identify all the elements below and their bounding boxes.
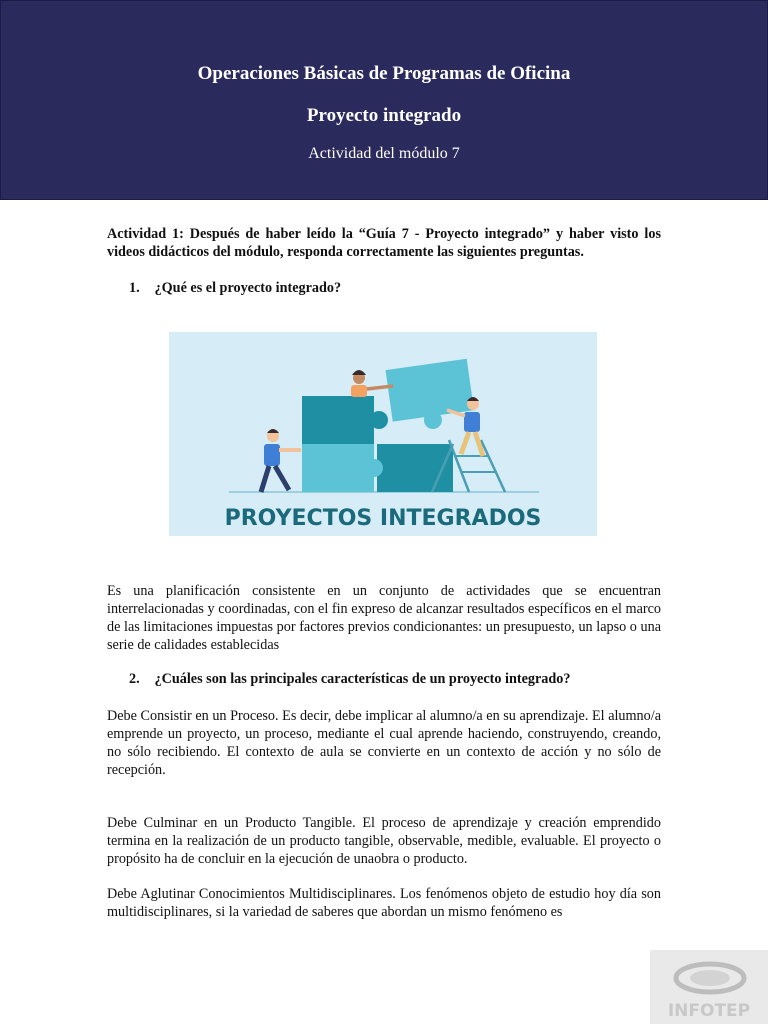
- activity-instructions: Actividad 1: Después de haber leído la “Guía 7 - Proyecto integrado” y haber visto los videos didácticos del módulo, responda correctamente las siguientes preguntas.: [107, 226, 661, 260]
- logo-text: INFOTEP: [667, 1001, 751, 1021]
- puzzle-illustration: [169, 332, 597, 536]
- question-text: ¿Cuáles son las principales características de un proyecto integrado?: [154, 671, 571, 687]
- infotep-logo-icon: [650, 950, 768, 1024]
- answer-1: Es una planificación consistente en un conjunto de actividades que se encuentran interrelacionadas y coordinadas, con el fin expreso de alcanzar resultados específicos en el marco de las limitaciones impuestas por factores previos condicionantes: un presupuesto, un lapso o una serie de calidades establecidas: [107, 583, 661, 653]
- question-text: ¿Qué es el proyecto integrado?: [154, 280, 342, 296]
- person-left: [261, 429, 301, 492]
- document-title: Operaciones Básicas de Programas de Oficina: [197, 63, 571, 84]
- puzzle-piece-top-left: [302, 396, 374, 444]
- puzzle-piece-floating: [386, 359, 476, 435]
- infotep-logo: [650, 950, 768, 1024]
- puzzle-piece-bottom-left: [302, 444, 374, 492]
- paragraph-multidisciplinar: Debe Aglutinar Conocimientos Multidisciplinares. Los fenómenos objeto de estudio hoy día son multidisciplinares, si la variedad de saberes que abordan un mismo fenómeno es: [107, 886, 661, 920]
- document-subtitle: Proyecto integrado: [306, 105, 462, 126]
- paragraph-proceso: Debe Consistir en un Proceso. Es decir, debe implicar al alumno/a en su aprendizaje. El alumno/a emprende un proyecto, un proceso, mediante el cual aprende haciendo, construyendo, creando, no sólo recibiendo. El contexto de aula se convierte en un contexto de acción y no sólo de recepción.: [107, 708, 661, 778]
- banner-title: PROYECTOS INTEGRADOS: [224, 506, 542, 531]
- proyectos-integrados-illustration: [169, 332, 597, 536]
- question-number: 2.: [129, 671, 140, 687]
- paragraph-producto: Debe Culminar en un Producto Tangible. El proceso de aprendizaje y creación emprendido termina en la realización de un producto tangible, observable, medible, evaluable. El proyecto o propósito ha de concluir en la ejecución de unaobra o producto.: [107, 815, 661, 867]
- question-2: [129, 671, 570, 688]
- activity-label: Actividad del módulo 7: [308, 145, 460, 162]
- document-header: [0, 0, 768, 200]
- question-number: 1.: [129, 280, 140, 296]
- question-1: [129, 280, 341, 297]
